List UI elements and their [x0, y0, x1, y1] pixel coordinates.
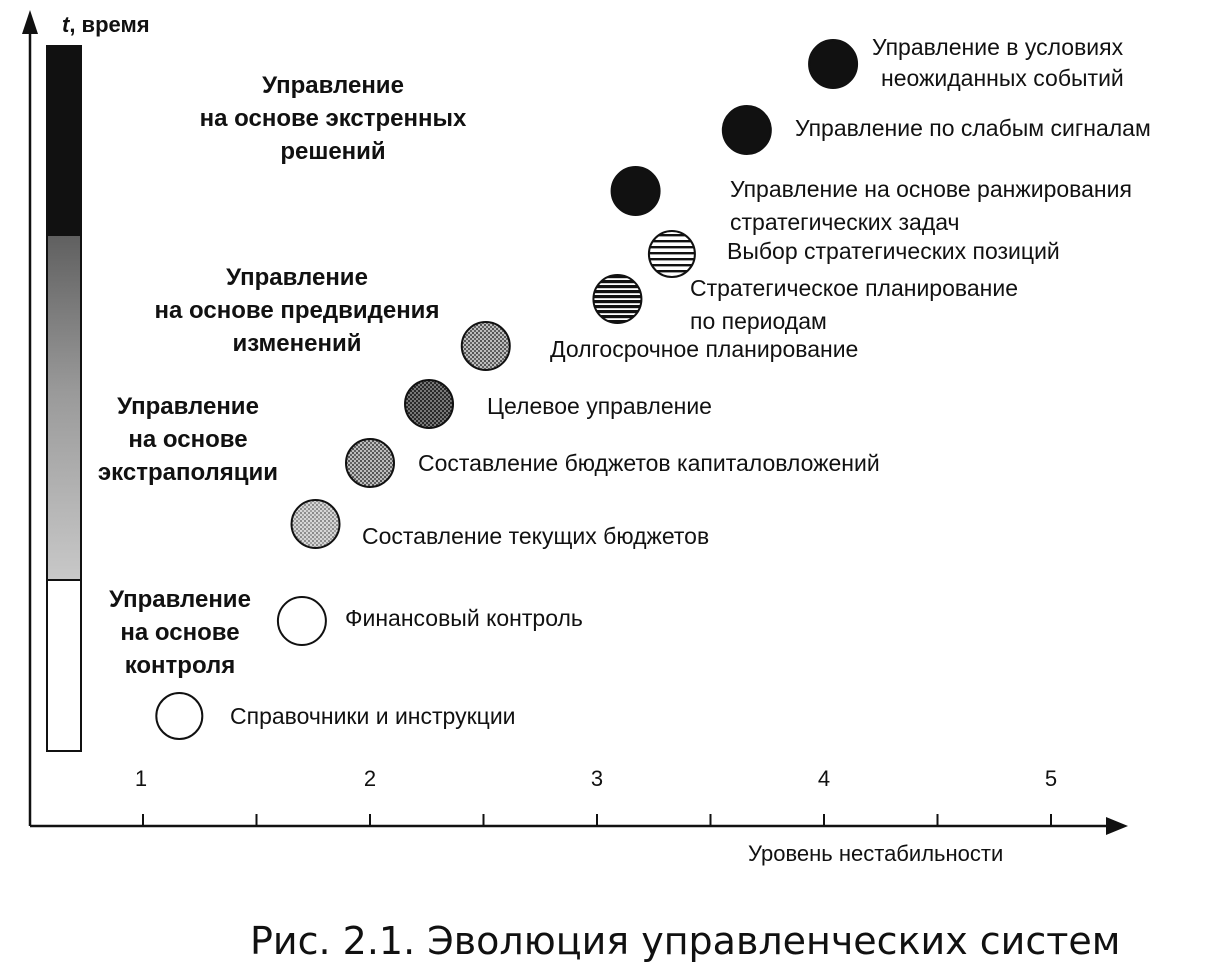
stage-label-line: Управление — [117, 393, 259, 420]
point-label: Справочники и инструкции — [230, 703, 516, 729]
stage-labels — [98, 72, 467, 679]
data-point — [156, 693, 515, 739]
point-marker — [723, 106, 771, 154]
point-label — [690, 275, 1018, 334]
stage-label-line: решений — [280, 138, 386, 165]
point-label — [872, 34, 1124, 91]
point-marker — [405, 380, 453, 428]
point-marker — [593, 275, 641, 323]
stage-label-line: изменений — [232, 330, 362, 357]
point-marker — [612, 167, 660, 215]
x-tick-label: 5 — [1044, 766, 1058, 791]
y-axis-label-rest: , время — [69, 12, 150, 37]
point-label-line: Стратегическое планирование — [690, 275, 1018, 301]
x-tick-label: 1 — [134, 766, 148, 791]
time-bar-black-segment — [47, 46, 81, 236]
data-point — [405, 380, 712, 428]
data-point — [346, 439, 880, 487]
data-point — [723, 106, 1151, 154]
point-label: Управление по слабым сигналам — [795, 115, 1151, 141]
point-label: Составление бюджетов капиталовложений — [418, 450, 880, 476]
y-axis-arrow — [22, 10, 38, 34]
stage-label — [155, 264, 440, 357]
time-bar — [47, 46, 81, 751]
point-label-line: стратегических задач — [730, 209, 960, 235]
data-point — [593, 275, 1018, 334]
data-point — [809, 34, 1124, 91]
data-point — [278, 597, 583, 645]
y-axis-label — [62, 12, 150, 37]
stage-label-line: Управление — [226, 264, 368, 291]
time-bar-white-segment — [47, 580, 81, 751]
point-label: Целевое управление — [487, 393, 712, 419]
point-label: Составление текущих бюджетов — [362, 523, 710, 549]
point-label-line: Управление в условиях — [872, 34, 1124, 60]
point-marker — [649, 231, 695, 277]
data-point — [292, 500, 710, 549]
data-point — [649, 231, 1060, 277]
stage-label-line: на основе — [128, 426, 248, 453]
data-point — [612, 167, 1132, 235]
point-marker — [292, 500, 340, 548]
stage-label-line: на основе экстренных — [199, 105, 467, 132]
x-tick-label: 4 — [817, 766, 831, 791]
point-label: Долгосрочное планирование — [550, 336, 859, 362]
x-axis-label: Уровень нестабильности — [748, 841, 1004, 866]
point-marker — [278, 597, 326, 645]
y-axis-label-t: t — [62, 12, 70, 37]
stage-label-line: Управление — [262, 72, 404, 99]
stage-label — [98, 393, 278, 486]
x-axis-ticks — [135, 766, 1057, 826]
point-label-line: по периодам — [690, 308, 827, 334]
figure-caption: Рис. 2.1. Эволюция управленческих систем — [250, 919, 1121, 963]
point-label-line: неожиданных событий — [881, 65, 1124, 91]
point-marker — [462, 322, 510, 370]
x-tick-label: 2 — [363, 766, 377, 791]
x-tick-label: 3 — [590, 766, 604, 791]
point-label: Финансовый контроль — [345, 605, 583, 631]
stage-label-line: экстраполяции — [97, 459, 279, 486]
point-label — [730, 176, 1132, 235]
stage-label-line: на основе — [120, 619, 240, 646]
point-marker — [346, 439, 394, 487]
point-marker — [809, 40, 857, 88]
stage-label — [109, 586, 251, 679]
stage-label-line: на основе предвидения — [154, 297, 440, 324]
stage-label-line: контроля — [124, 652, 236, 679]
point-marker — [156, 693, 202, 739]
point-label: Выбор стратегических позиций — [727, 238, 1060, 264]
stage-label-line: Управление — [109, 586, 251, 613]
point-label-line: Управление на основе ранжирования — [730, 176, 1132, 202]
x-axis-arrow — [1106, 817, 1128, 835]
stage-label — [200, 72, 467, 165]
